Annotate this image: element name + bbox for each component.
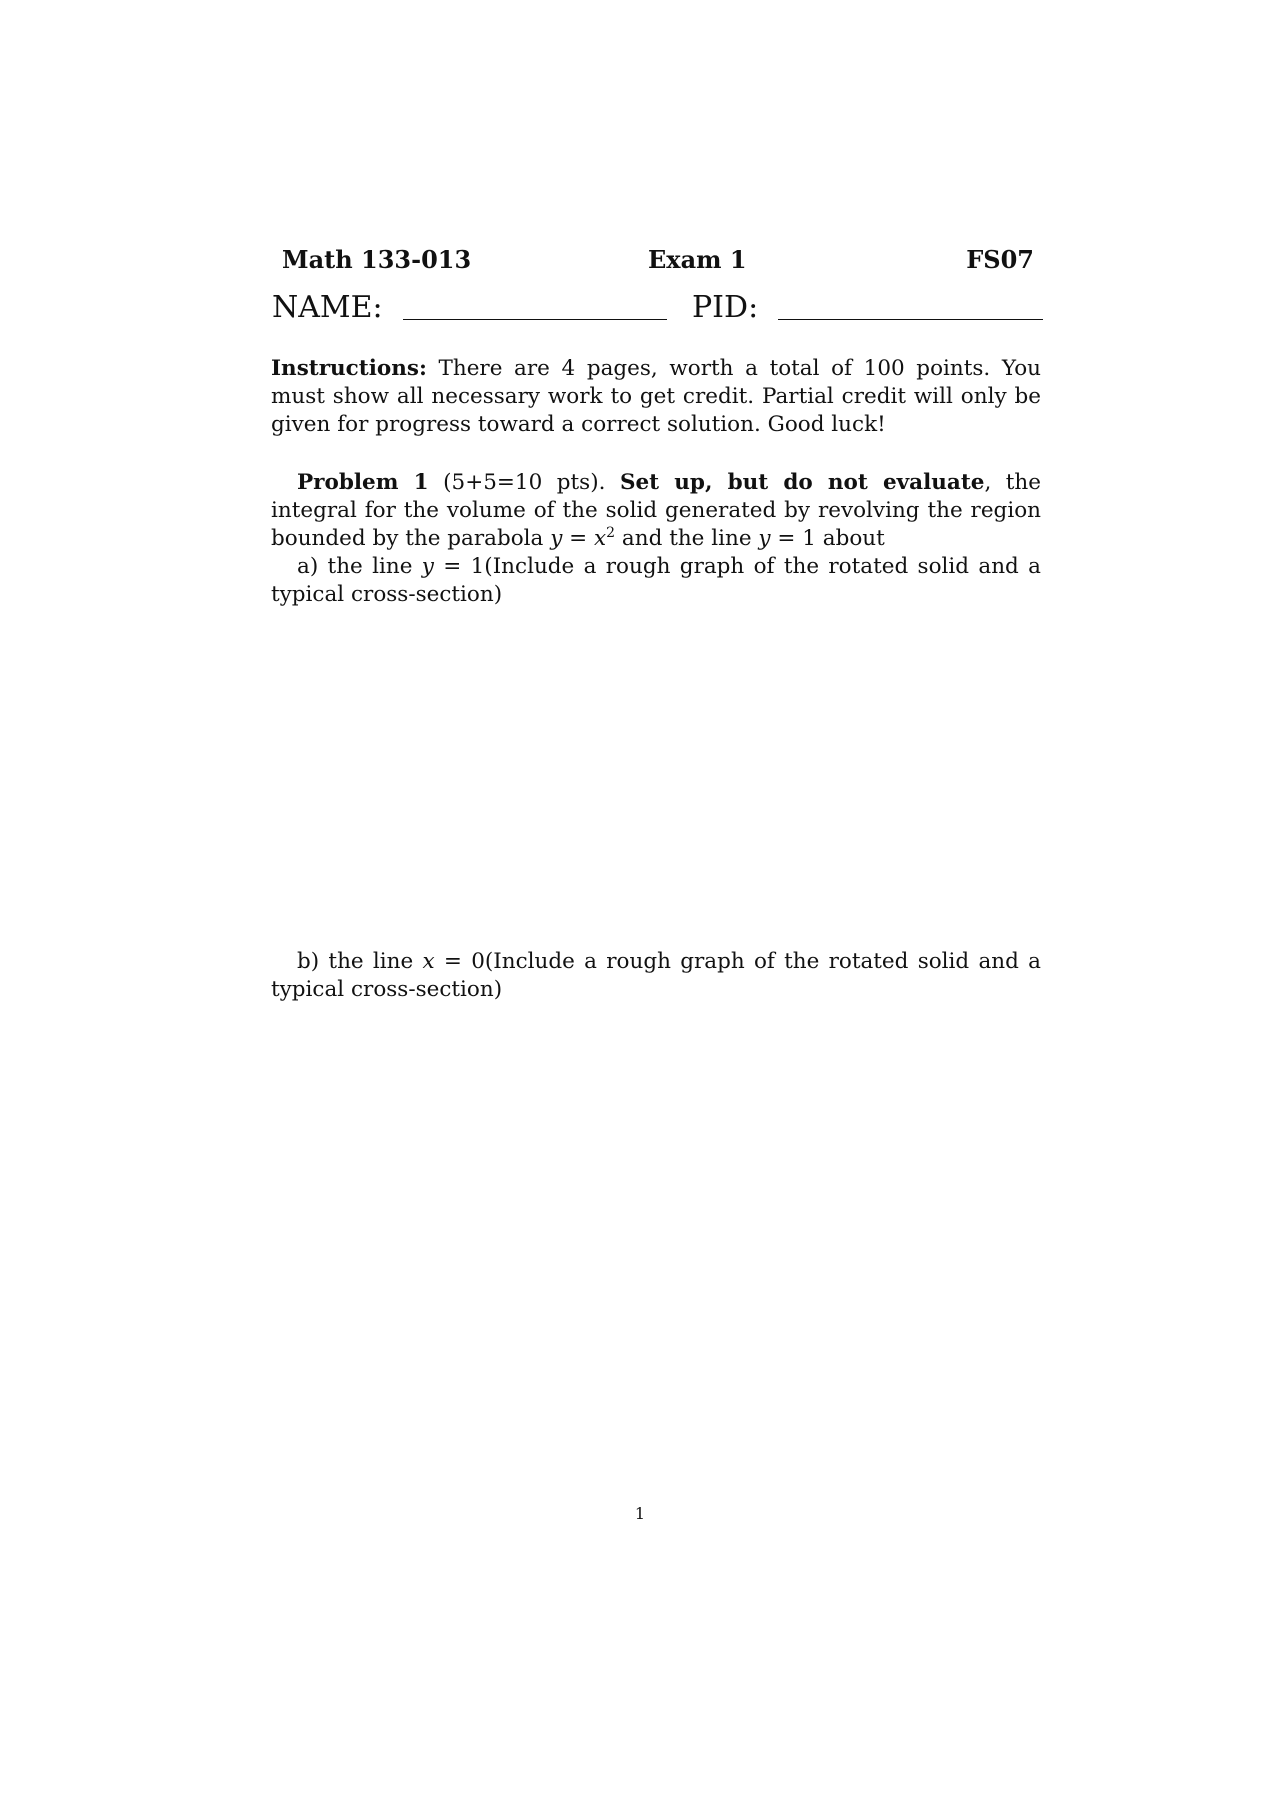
problem-1-label: Problem 1 (297, 470, 429, 495)
instructions-text: There are 4 pages, worth a total of 100 points. You must show all necessary work to get credit. Partial credit will only be given for progress toward a correct solution. Good luck! (271, 356, 1041, 437)
math-equals: = (562, 526, 595, 551)
instructions-label: Instructions: (271, 356, 427, 381)
problem-1-text-line: and the line (615, 526, 759, 551)
problem-1-points: (5+5=10 pts). (428, 470, 620, 495)
name-label: NAME: (272, 290, 383, 325)
problem-1-text: , the integral for the volume of the solid generated by revolving the region bounded by the parabola (271, 470, 1042, 551)
term-code: FS07 (966, 245, 1034, 274)
part-a-text: = 1(Include a rough graph of the rotated solid and a typical cross-section) (271, 554, 1041, 607)
name-blank-line (403, 319, 667, 320)
problem-1-part-b (271, 948, 1041, 1004)
problem-1-statement (271, 469, 1041, 609)
part-b-prefix: b) the line (297, 949, 423, 974)
part-a-var: y (421, 554, 434, 579)
math-var-x: x (594, 526, 607, 551)
pid-label: PID: (692, 290, 759, 325)
part-a-prefix: a) the line (297, 554, 422, 579)
exam-header (270, 245, 1042, 281)
course-code: Math 133-013 (282, 245, 472, 274)
problem-1-text-about: = 1 about (770, 526, 885, 551)
page-number: 1 (634, 1504, 646, 1523)
exam-title: Exam 1 (648, 245, 747, 274)
math-exponent: 2 (606, 525, 616, 541)
instructions-paragraph (271, 355, 1041, 439)
part-b-text: = 0(Include a rough graph of the rotated solid and a typical cross-section) (271, 949, 1041, 1002)
math-var-y: y (550, 526, 563, 551)
student-fields (270, 290, 1045, 330)
problem-1-directive: Set up, but do not evaluate (619, 470, 985, 495)
pid-blank-line (778, 319, 1043, 320)
math-var-y-2: y (758, 526, 771, 551)
part-b-var: x (422, 949, 435, 974)
